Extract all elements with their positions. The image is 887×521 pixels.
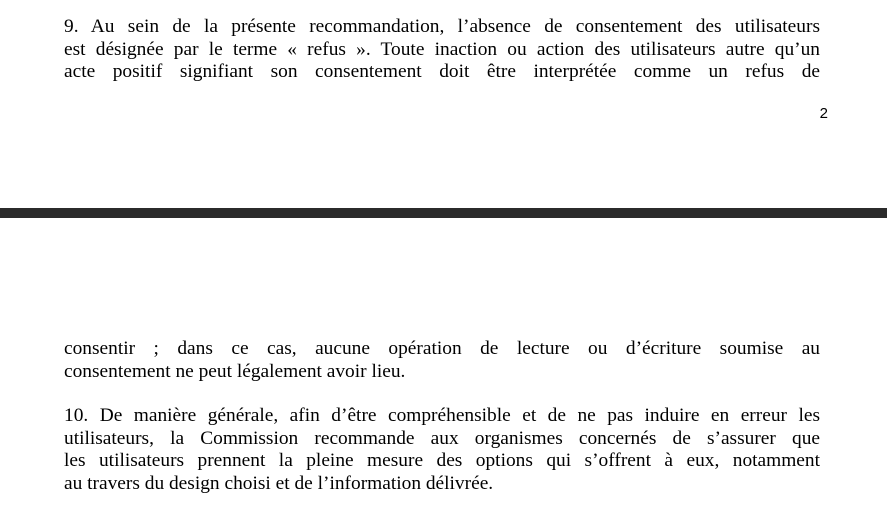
paragraph-line: consentir ; dans ce cas, aucune opération de lecture ou d’écriture soumise au (64, 338, 820, 359)
paragraph-line: 10. De manière générale, afin d’être compréhensible et de ne pas induire en erreur les (64, 405, 820, 426)
paragraph-10 (64, 405, 820, 495)
paragraph-line: au travers du design choisi et de l’information délivrée. (64, 472, 494, 494)
document-page-top (0, 0, 887, 208)
page-number: 2 (819, 105, 828, 122)
paragraph-line: est désignée par le terme « refus ». Toute inaction ou action des utilisateurs autre qu’un (64, 38, 820, 60)
paragraph-9 (64, 16, 820, 84)
paragraph-line: les utilisateurs prennent la pleine mesure des options qui s’offrent à eux, notamment (64, 450, 820, 472)
page-separator (0, 208, 887, 218)
document-page-bottom (0, 218, 887, 521)
paragraph-9-continued (64, 338, 820, 383)
paragraph-line: acte positif signifiant son consentement doit être interprétée comme un refus de (64, 61, 820, 83)
paragraph-line: 9. Au sein de la présente recommandation, l’absence de consentement des utilisateurs (64, 16, 820, 37)
paragraph-line: utilisateurs, la Commission recommande aux organismes concernés de s’assurer que (64, 427, 820, 449)
paragraph-line: consentement ne peut légalement avoir lieu. (64, 360, 406, 382)
